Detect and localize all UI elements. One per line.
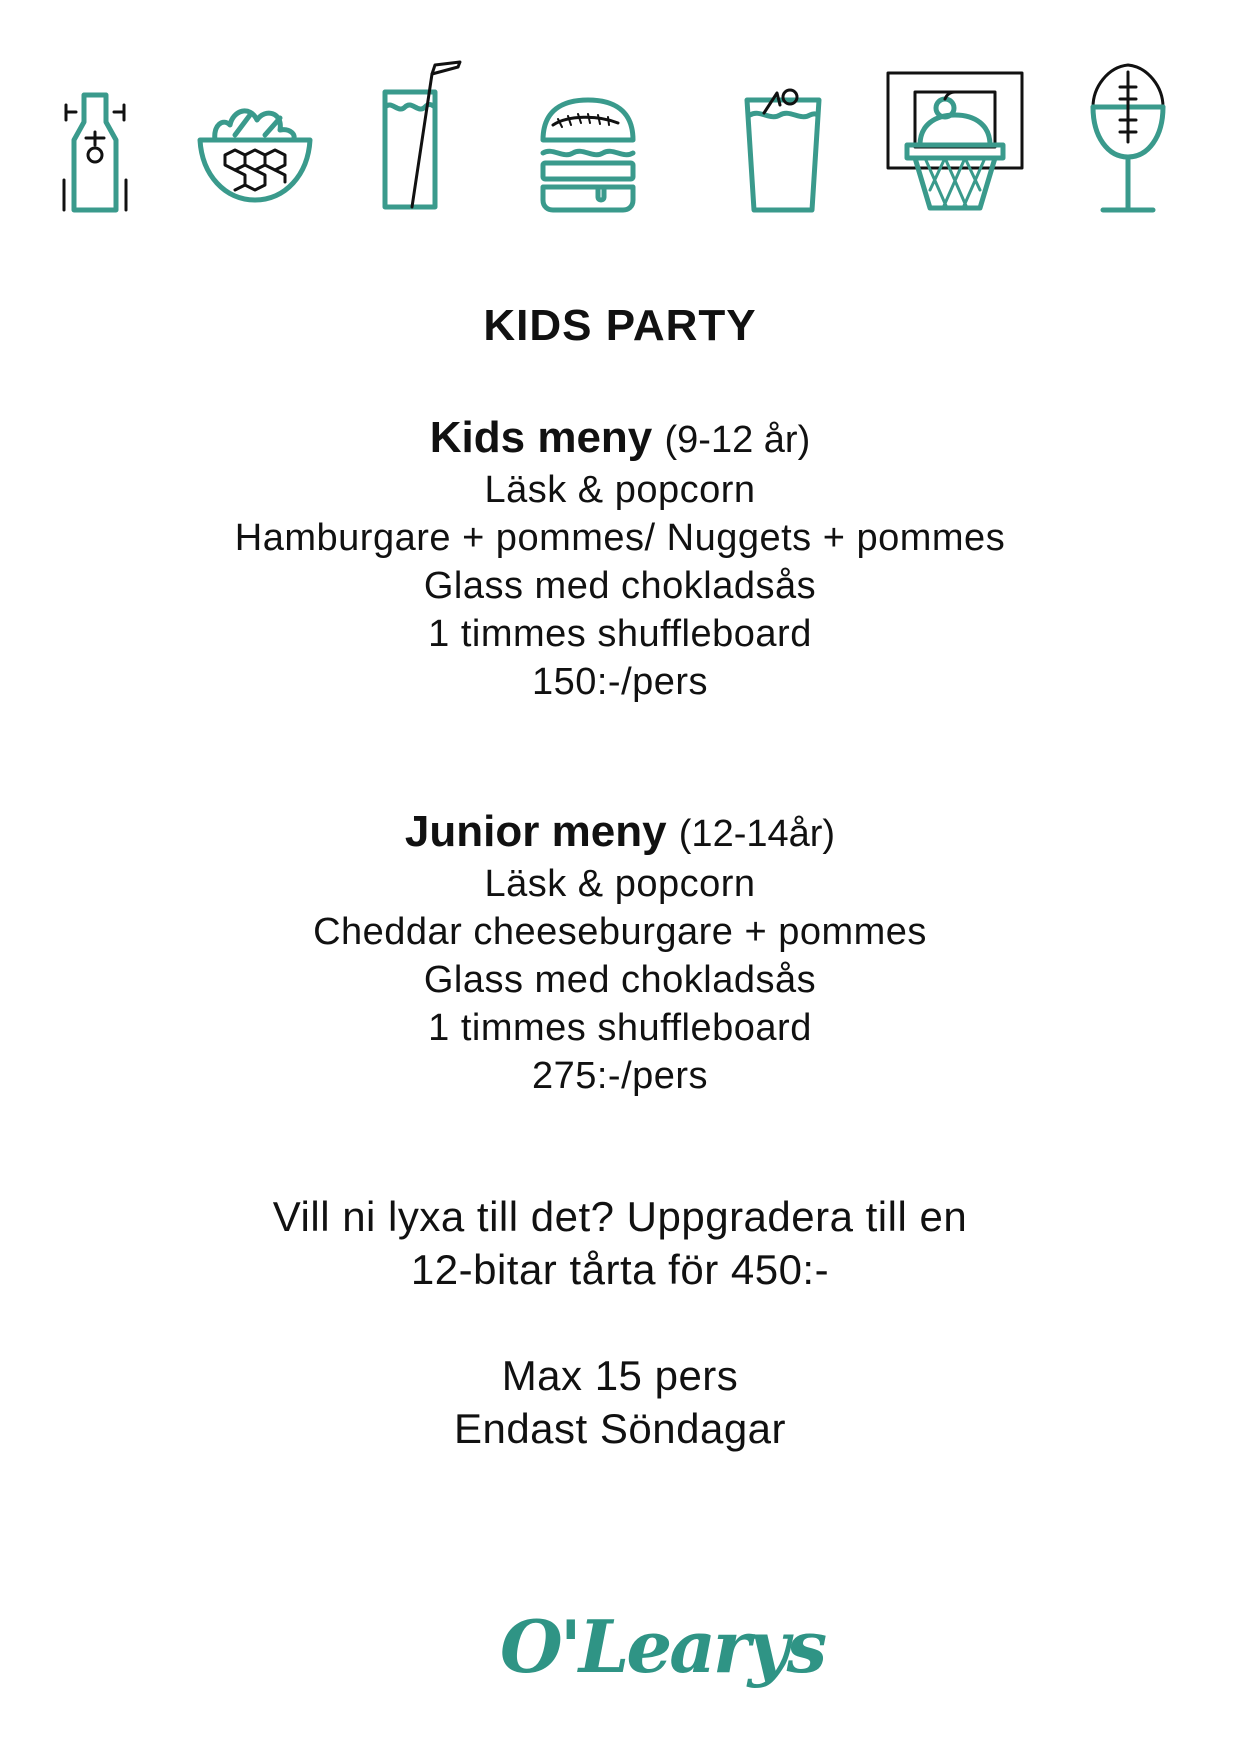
menu-content xyxy=(0,300,1240,1455)
olearys-logo xyxy=(490,1590,825,1710)
page-title: KIDS PARTY xyxy=(483,301,757,350)
junior-menu-heading xyxy=(0,806,1240,860)
svg-text:O'Learys: O'Learys xyxy=(500,1604,825,1689)
kids-menu-name: Kids meny xyxy=(429,413,653,462)
junior-menu-name: Junior meny xyxy=(404,807,667,856)
icon-row xyxy=(0,0,1240,230)
upgrade-line: 12-bitar tårta för 450:- xyxy=(410,1246,830,1293)
junior-menu-item: 1 timmes shuffleboard xyxy=(428,1007,812,1049)
kids-menu-item: Glass med chokladsås xyxy=(423,565,817,607)
max-guests: Max 15 pers xyxy=(501,1352,739,1399)
junior-menu-price: 275:-/pers xyxy=(531,1055,709,1097)
kids-menu-heading xyxy=(0,412,1240,466)
basketball-hoop-icon xyxy=(885,70,1025,215)
kids-menu-item: 1 timmes shuffleboard xyxy=(428,613,812,655)
upgrade-offer xyxy=(0,1190,1240,1296)
kids-menu-item: Hamburgare + pommes/ Nuggets + pommes xyxy=(234,517,1006,559)
junior-menu xyxy=(0,806,1240,1100)
kids-menu-price: 150:-/pers xyxy=(531,661,709,703)
kids-menu xyxy=(0,412,1240,706)
junior-menu-item: Läsk & popcorn xyxy=(484,863,756,905)
kids-menu-age: (9-12 år) xyxy=(664,419,811,461)
junior-menu-item: Cheddar cheeseburgare + pommes xyxy=(313,911,927,953)
burger-icon xyxy=(538,95,638,215)
football-wine-glass-icon xyxy=(1088,62,1168,217)
junior-menu-item: Glass med chokladsås xyxy=(423,959,817,1001)
water-polo-glass-icon xyxy=(742,85,824,215)
kids-menu-item: Läsk & popcorn xyxy=(484,469,756,511)
available-days: Endast Söndagar xyxy=(453,1405,787,1452)
junior-menu-age: (12-14år) xyxy=(678,813,836,855)
party-info xyxy=(0,1349,1240,1455)
salad-bowl-icon xyxy=(195,90,315,205)
bottle-icon xyxy=(60,90,130,215)
upgrade-line: Vill ni lyxa till det? Uppgradera till en xyxy=(272,1193,968,1240)
drink-with-straw-icon xyxy=(380,62,470,212)
